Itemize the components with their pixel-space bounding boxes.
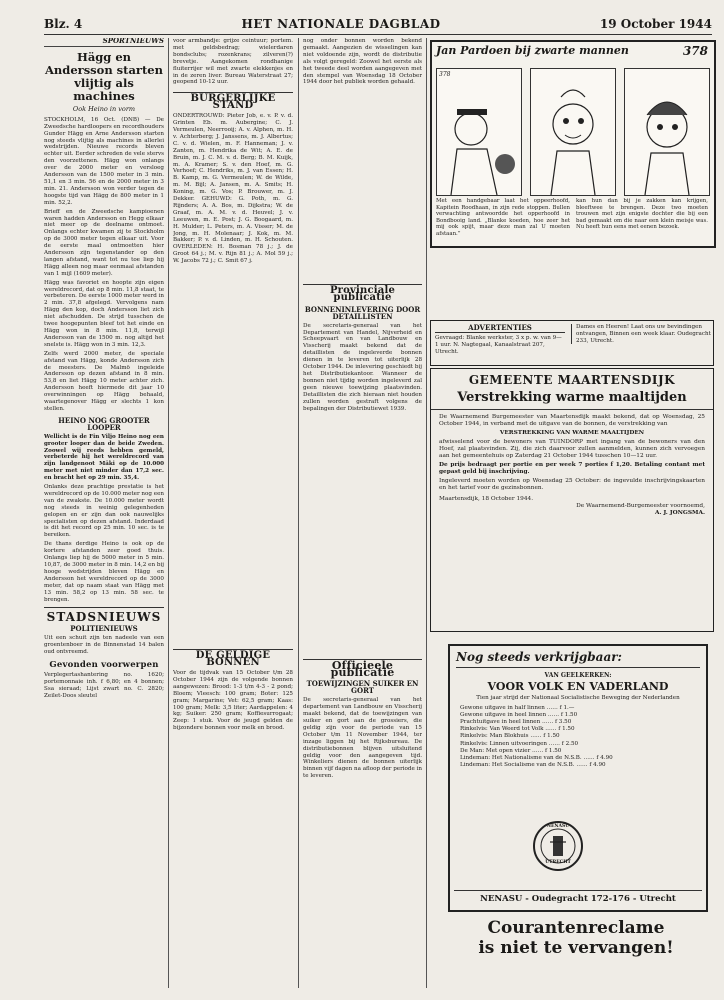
nenasu-seal [532,816,584,876]
section-subheading: TOEWIJZINGEN SUIKER EN GORT [306,679,419,696]
article-paragraph: Verplegertashantering no. 1620; portemonnaie inh. f 6,80; en 4 bonnen; Ssa sieraad; Lijst zwart no. C. 2820; Zeilet-Doos sleutel [44,671,164,699]
publisher-name: VAN GEELKERKEN: [544,672,612,679]
comic-drawing [625,69,709,195]
advert-heading: Nog steeds verkrijgbaar: [456,650,700,668]
comic-panel [624,68,710,196]
price-list-item: Lindeman: Het Nationalisme van de N.S.B. …… f 4.90 [460,755,613,762]
article-paragraph: Hägg was favoriet en hoopte zijn eigen wereldrecord, dat op 8 min. 11,8 staat, te verbeteren. De eerste 1000 meter werd in 2 min. 37,8 afgelegd. Vervolgens nam Hägg den kop, doch Andersson liet zich niet afschudden. De strijd tusschen de twee hoogepunten bleef tot het einde en Hägg won in 8 min. 11,8, terwijl Andersson van de 1500 m. nog altijd het snelste is. Hägg won in 3 min. 12,3. [44,279,164,348]
notice-title: GEMEENTE MAARTENSDIJK [468,373,676,387]
article-subheading: HEINO NOG GROOTER LOOPER [58,415,150,432]
book-advert [448,644,708,912]
column-rule [426,38,427,988]
slogan-box [448,918,704,958]
article-paragraph: Brieff en de Zweedsche kampioenen waren hadden Andersson en Hegg elkaar niet meer op de deelname ontmoet. Onlangs echter kwamen zij te Stockholm op de 3000 meter tegen elkaar uit. Voor de eerste maal ontmoetten hier Andersson zijn tegenstander op den langen afstand, want tot nu toe liep hij Hägg alleen nog maar eenmaal afstanden van 1 mijl (1609 meter). [44,208,164,277]
article-paragraph: ONDERTROUWD: Pieter Job, e. v. P. v. d. Grinten Eb. m. Aubergine; C. J. Vermeulen, Neerrooij; A. v. Alphen, m. H. v. Achterberg; J. Janssens, m. J. Albertus; C. v. d. Wielen, m. F. Hanneman; J. v. Zanten, m. Hendrika de Wit; A. E. de Bruin, m. J. C. M. v. d. Berg; B. M. Kuijk, m. A. Kramer; S. v. den Hoef, m. G. Verhoef; C. Hendriks, m. J. van Essen; H. B. Kamp, m. G. Vermeulen; W. de Wilde, m. M. Bijl; A. Jansen, m. A. Smits; H. Koning, m. G. Vos; P. Brouwer, m. J. Dekker. GEHUWD: G. Poth, m. G. Rijnders; A. A. Bos, m. Dijkstra; W. de Graaf, m. A. M. v. d. Heuvel; J. v. Leeuwen, m. E. Post; J. G. Boogaard, m. H. Mulder; L. Peters, m. A. Visser; M. de Jong, m. H. Molenaar; J. Kok, m. M. Bakker; P. v. d. Linden, m. H. Schouten. OVERLEDEN: H. Bosman 78 j.; J. de Groot 64 j.; M. v. Rijn 81 j.; A. Mol 59 j.; W. Jacobs 72 j.; C. Smit 67 j. [173,113,293,265]
notice-paragraph: afwisselend voor de bewoners van TUINDORP met ingang van de bewoners van den Hoef, zal plaatsvinden. Zij, die zich daarvoor zullen aanmelden, kunnen zich vervoegen aan het gemeentehuis op Zaterdag 21 October 1944 tusschen 10—12 uur. [439,439,705,459]
section-subheading: BONNENINLEVERING DOOR DETAILLISTEN [304,304,421,321]
notice-paragraph: De Waarnemend Burgemeester van Maartensdijk maakt bekend, dat op Woensdag, 25 October 1944, in verband met de uitgave van de bonnen, de verstrekking van [439,414,705,427]
price-list-item: Lindeman: Het Socialisme van de N.S.B. …… f 4.90 [460,762,606,769]
section-heading: BURGERLIJKE STAND [173,92,293,110]
article-paragraph: nog onder bonnen worden bekend gemaakt. Aangezien de wisselingen kan niet voldoende zijn, wordt de distributie als volgt geregeld: Zoowel het eerste als het tweede deel worden aangegeven met den stempel van Woensdag 18 October 1944 door het publiek worden gehaald. [303,38,422,86]
seal-text: UTRECHT [545,860,571,865]
section-subheading: POLITIENIEUWS [70,624,138,634]
column-publications [303,38,422,988]
article-subheadline: Ook Heino in vorm [72,104,136,113]
advert-footer: NENASU - Oudegracht 172-176 - Utrecht [454,890,702,904]
article-paragraph: De thans derdige Heino is ook op de kortere afstanden zeer goed thuis. Onlangs liep hij de 5000 meter in 5 min. 10,87, de 3000 meter in 8 min. 14,2 en bij hooge wedstrijden bleven Hägg en Andersson het wereldrecord op de 3000 meter, dat op naam staat van Hägg met 13 min. 58,2 op 13 min. 58 sec. te brengen. [44,541,164,603]
notice-paragraph: Ingeleverd moeten worden op Woensdag 25 October: de ingevulde inschrijvingskaarten en het tarief voor de gezinsbonnen. [439,478,705,491]
masthead [44,14,712,35]
article-paragraph: Uit een schuit zijn ten nadeele van een groentenboer in de Binnenstad 14 balen oud ontvreemd. [44,635,164,656]
comic-caption: kan hun dan bij je zakken kan krijgen, bleeftwee te brengen. Deze two moeten trouwen met zijn enigste dochter die bij een bad gemaakt om die naar een klein meisje was. Nu heeft hun eens met eenen bezoek. [576,198,708,231]
slogan-line: is niet te vervangen! [478,938,674,958]
ad-text: Gevraagd: Blanke werkster, 3 x p. w. van 9—1 uur. N. Nagtegaal, Kanaalstraat 207, Utrecht. [435,335,562,355]
notice-signatory-title: De Waarnemend-Burgemeester voornoemd, [576,503,705,509]
price-list-item: Rinkelvis: Van Weerd tot Volk …… f 1.50 [460,726,575,733]
issue-date: 19 October 1944 [599,17,712,31]
ads-title: ADVERTENTIES [435,323,565,333]
article-paragraph: Voor de tijdvak van 15 October t/m 28 October 1944 zijn de volgende bonnen aangewezen: Brood: 1-3 t/m 4-3 - 2 pond; Bloem; Vleesch: 100 gram; Boter: 125 gram; Margarine; Vet: 62,5 gram; Kaas: 100 gram; Melk: 3,5 liter; Aardappelen: 4 kg; Suiker: 250 gram; Koffiesurrogaat; Zeep: 1 stuk. Voor de jeugd gelden de bijzondere bonnen voor melk en brood. [173,669,293,732]
column-sport [44,38,164,988]
seal-text: NENASU [546,824,570,829]
comic-caption: Met een handgebaar laat het oppeerhoofd, Kapitein Roodhaan, in zijn rede stoppen. Bullen verwachting antwoordde het opperhoofd in Bondbooig land. „Blanke koeden, hoe zeer het mij ook spijt, maar deze man zal U moeten afstaan.” [436,198,570,237]
comic-panel [436,68,522,196]
section-heading: STADSNIEUWS [46,610,162,625]
section-heading: Officieele publicatie [303,659,422,677]
comic-strip [430,40,716,248]
article-paragraph: Onlanks deze prachtige prestatie is het wereldrecord op de 10.000 meter nog een van de zwakste. De 10.000 meter wordt nog steeds in weinig gelegenheden gelopen en er zijn dan ook nauwelijks specialisten op dezen afstand. Inderdaad is dit het record op 25 min. 10 sec. is te bereiken. [44,484,164,539]
article-paragraph: De secretaris-generaal van het Departement van Handel, Nijverheid en Scheepvaart en van Landbouw en Visscherij maakt bekend dat de detaillisten de ingeleverde bonnen dienen in te leveren tot uiterlijk 28 October 1944. De inlevering geschiedt bij het Distributiekantoor. Wanneer de bonnen niet tijdig worden ingeleverd zal geen nieuwe toewijzing plaatsvinden. Detaillisten die zich hieraan niet houden zullen worden gestraft volgens de bepalingen der Distributiewet 1939. [303,322,422,412]
panel-label: 378 [439,71,451,78]
notice-place-date: Maartensdijk, 18 October 1944. [439,496,534,502]
price-list-item: Prachtuitgave in heel linnen …… f 3.50 [460,719,572,725]
section-heading: DE GELDIGE BONNEN [173,649,293,667]
section-heading: Provinciale publicatie [303,284,422,302]
book-title: VOOR VOLK EN VADERLAND [487,680,669,693]
price-list-item: Rinkelvis: Man Blokhuis …… f 1.50 [460,733,560,740]
article-paragraph: voor armbandje: grijze ceintuur; portem. met geldsbedrag; wielerdaren bondsclubs; rozenkrans; zilveren(?) brevetje. Aangekomen rondhanige fluiterrijer wil met zwarte elekkenjes en in de zeren liver. Bureau Waterstraat 27; geopend 10-12 uur. [173,38,293,86]
book-subtitle: Tien jaar strijd der Nationaal Socialistische Beweging der Nederlanden [476,695,680,701]
municipal-notice [430,368,714,632]
article-paragraph: De secretaris-generaal van het departement van Landbouw en Visscherij maakt bekend, dat de toewijzingen van suiker en gort aan de grossiers, die geldig zijn voor de periode van 15 October t/m 11 November 1944, ter inzage liggen bij het Rijksbureau. De distributiebonnen blijven uitsluitend geldig voor den aangegeven tijd. Winkeliers dienen de bonnen uiterlijk binnen vijf dagen na afloop der periode in te leveren. [303,697,422,780]
column-notices [173,38,293,988]
comic-drawing [437,69,521,195]
article-paragraph: Wellicht is de Fin Viljo Heino nog een grooter looper dan de beide Zweden. Zoowel wij reeds hebben gemeld, verbeterde hij het wereldrecord van zijn landgenoot Mäki op de 10.000 meter met niet minder dan 17,2 sec. en bracht het op 29 min. 35,4. [44,433,164,482]
comic-drawing [531,69,615,195]
price-list-item: Rinkelvis: Linnen uitvoeringen …… f 2.50 [460,740,579,747]
article-paragraph: Zelfs werd 2000 meter, de speciale afstand van Hägg, konde Andersson zich de meesters. De Malmö ingeleide Andersson op dezen afstand in 8 min. 53,8 en liet Hägg 10 meter achter zich. Andersson heeft hiermede dit jaar 10 overwinningen op Hägg behaald, waartegenover Hägg er slechts 1 kon stellen. [44,350,164,412]
price-list [460,705,696,770]
comic-title: Jan Pardoen bij zwarte mannen [436,44,629,57]
notice-paragraph: VERSTREKKING VAN WARME MAALTIJDEN [499,430,645,436]
price-list-item: Gewone uitgave in half linnen …… f 1.— [460,704,575,711]
notice-paragraph: De prijs bedraagt per portie en per week 7 porties f 1,20. Betaling contant met gepast geld bij inschrijving. [439,462,705,475]
article-headline: Hägg en Andersson starten vlijtig als machines [45,49,163,103]
page-number: Blz. 4 [44,17,83,31]
article-paragraph: STOCKHOLM, 16 Oct. (DNB) — De Zweedsche hardloopers en recordhouders Gunder Hägg en Arne Andersson starten nog steeds vlijtig als machines in allerlei wedstrijden. Nieuwe records bleven echter uit. Eerder schreden de vele stervs den voorzettenen. Hägg won onlangs over de 2000 meter en versloeg Andersson van de 1500 meter in 3 min. 51,1 en 3 min. 56 en de 2000 meter in 3 min. 21. Andersson won verder tegen de hoogste tijd van Hägg de 800 meter in 1 min. 52,2. [44,116,164,206]
classified-ads [430,320,714,366]
section-kicker: SPORTNIEUWS [44,38,164,47]
section-heading: Gevonden voorwerpen [49,659,159,670]
comic-panel [530,68,616,196]
column-rule [298,38,299,988]
slogan-line: Courantenreclame [487,918,665,938]
price-list-item: Gewone uitgave in heel linnen …… f 1.50 [460,711,578,718]
column-rule [168,38,169,988]
price-list-item: De Man: Met open vizier …… f 1.50 [460,747,562,754]
comic-number: 378 [682,44,708,58]
notice-signatory: A. J. JONGSMA. [654,510,705,516]
ad-text: Dames en Heeren! Laat ons uw bevindingen ontvangen, Binnen een week klaar. Oudegracht 233, Utrecht. [571,324,714,344]
notice-subtitle: Verstrekking warme maaltijden [431,390,713,410]
paper-name: HET NATIONALE DAGBLAD [241,17,441,31]
